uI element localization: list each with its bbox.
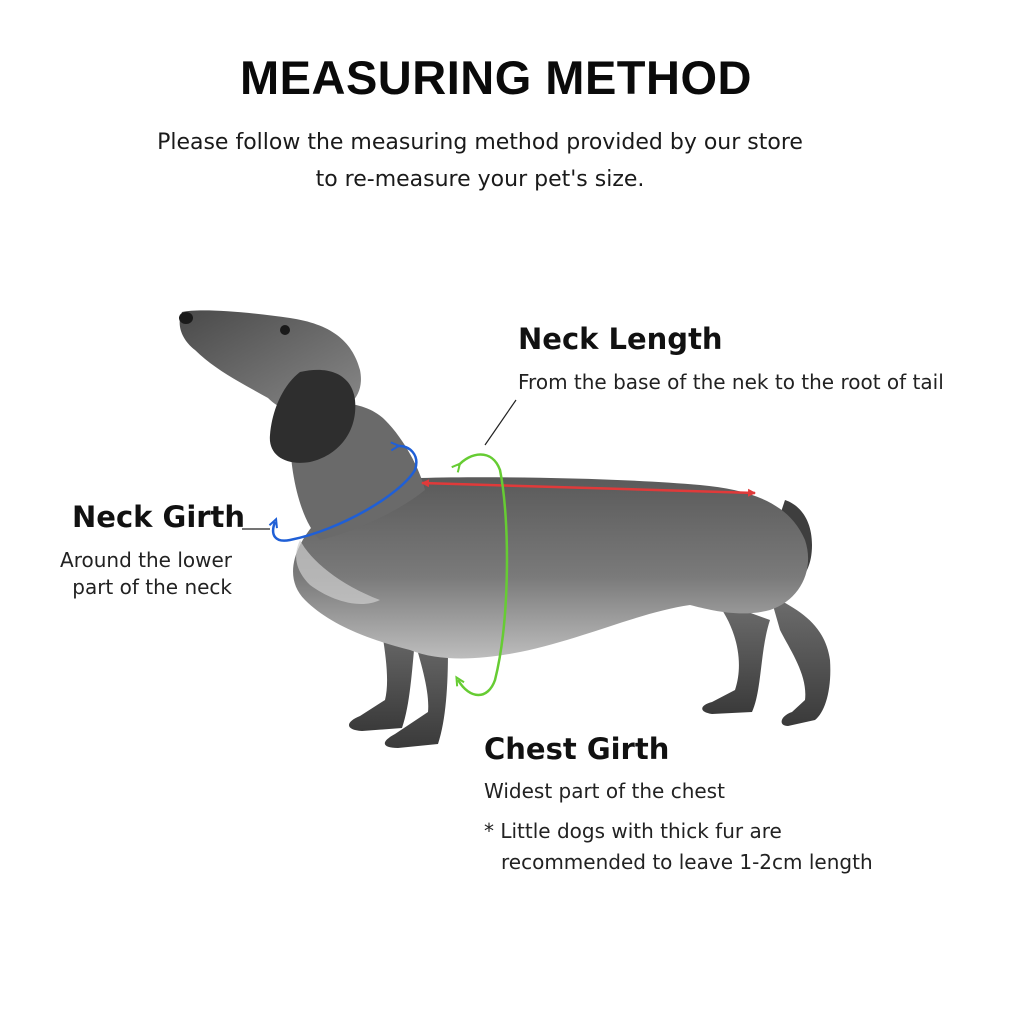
neck-length-title: Neck Length bbox=[518, 322, 723, 356]
neck-girth-description bbox=[20, 547, 232, 601]
dog-eye bbox=[280, 325, 290, 335]
neck-length-leader bbox=[485, 400, 516, 445]
chest-girth-note-line-2: recommended to leave 1-2cm length bbox=[501, 850, 873, 874]
neck-girth-title: Neck Girth bbox=[72, 500, 246, 534]
dog-rear-legs bbox=[702, 595, 830, 726]
subtitle-line-2: to re-measure your pet's size. bbox=[315, 167, 645, 192]
dog-nose bbox=[179, 312, 193, 324]
neck-girth-desc-line-1: Around the lower bbox=[60, 548, 232, 572]
page-title: MEASURING METHOD bbox=[240, 51, 752, 104]
chest-girth-note-line-1: * Little dogs with thick fur are bbox=[484, 819, 782, 843]
neck-length-description: From the base of the nek to the root of tail bbox=[518, 370, 944, 394]
chest-girth-note bbox=[484, 816, 873, 878]
neck-girth-desc-line-2: part of the neck bbox=[72, 575, 232, 599]
chest-girth-title: Chest Girth bbox=[484, 732, 670, 766]
subtitle-line-1: Please follow the measuring method provided by our store bbox=[157, 130, 803, 155]
chest-girth-description: Widest part of the chest bbox=[484, 779, 725, 803]
